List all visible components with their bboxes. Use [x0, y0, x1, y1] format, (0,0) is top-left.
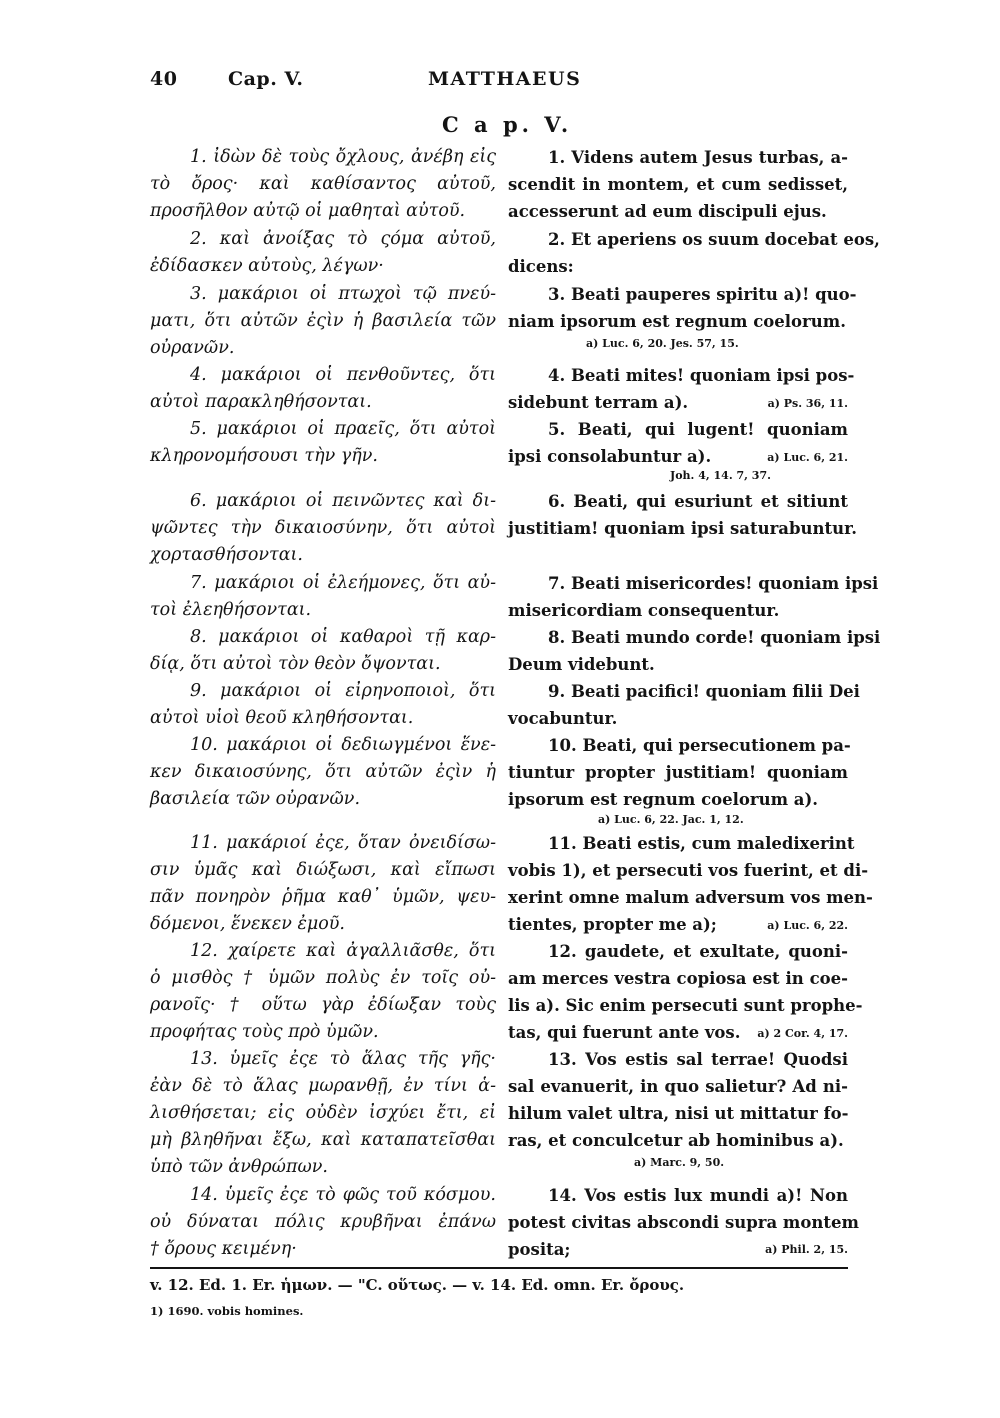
verse-line: ipsi consolabuntur a).: [508, 447, 712, 466]
verse-line: 11. μακάριοί ἐςε, ὅταν ὀνειδίσω-: [190, 833, 496, 853]
verse-line: ἐὰν δὲ τὸ ἅλας μωρανθῇ, ἐν τίνι ἁ-: [150, 1076, 496, 1096]
verse-line: niam ipsorum est regnum coelorum.: [508, 312, 846, 331]
verse-line: xerint omne malum adversum vos men-: [508, 888, 873, 907]
greek-verse-1: [150, 144, 496, 225]
latin-verse-13: [508, 1046, 848, 1154]
latin-verse-8: [508, 624, 881, 678]
latin-verse-7: [508, 570, 879, 624]
latin-verse-1: [508, 144, 848, 225]
verse-line: ψῶντες τὴν δικαιοσύνην, ὅτι αὐτοὶ: [150, 518, 496, 538]
verse-line: πᾶν πονηρὸν ῥῆμα καθ᾽ ὑμῶν, ψευ-: [150, 887, 496, 907]
verse-line: αὐτοὶ παρακληθήσονται.: [150, 392, 372, 412]
greek-verse-7: [150, 570, 496, 624]
verse-line: 7. Beati misericordes! quoniam ipsi: [548, 574, 879, 593]
verse-line: sidebunt terram a).: [508, 393, 689, 412]
verse-line: ὁ μισθὸς † ὑμῶν πολὺς ἐν τοῖς οὐ-: [150, 968, 496, 988]
verse-line: σιν ὑμᾶς καὶ διώξωσι, καὶ εἴπωσι: [150, 860, 496, 880]
greek-verse-12: [150, 938, 496, 1046]
greek-verse-3: [150, 281, 496, 362]
verse-line: vobis 1), et persecuti vos fuerint, et di-: [508, 861, 869, 880]
verse-line: 5. μακάριοι οἱ πραεῖς, ὅτι αὐτοὶ: [190, 419, 496, 439]
verse-line: ipsorum est regnum coelorum a).: [508, 790, 819, 809]
verse-line: 10. Beati, qui persecutionem pa-: [548, 736, 851, 755]
verse-line: potest civitas abscondi supra montem: [508, 1213, 859, 1232]
cross-reference-note: a) 2 Cor. 4, 17.: [757, 1027, 848, 1040]
verse-line: αὐτοὶ υἱοὶ θεοῦ κληθήσονται.: [150, 708, 414, 728]
verse-line: 2. καὶ ἀνοίξας τὸ ςόμα αὐτοῦ,: [190, 229, 496, 249]
verse-line: 2. Et aperiens os suum docebat eos,: [548, 230, 880, 249]
footnote-rule: [150, 1267, 848, 1269]
verse-line: 6. μακάριοι οἱ πεινῶντες καὶ δι-: [190, 491, 496, 511]
verse-line: λισθήσεται; εἰς οὐδὲν ἰσχύει ἔτι, εἰ: [150, 1103, 496, 1123]
verse-line: δόμενοι, ἕνεκεν ἐμοῦ.: [150, 914, 345, 934]
verse-line: 6. Beati, qui esuriunt et sitiunt: [548, 492, 848, 511]
verse-line: ματι, ὅτι αὐτῶν ἐςὶν ἡ βασιλεία τῶν: [150, 311, 496, 331]
verse-line: 4. μακάριοι οἱ πενθοῦντες, ὅτι: [190, 365, 496, 385]
greek-verse-14: [150, 1182, 496, 1263]
verse-line: misericordiam consequentur.: [508, 601, 780, 620]
cross-reference-note: Joh. 4, 14. 7, 37.: [670, 469, 771, 482]
verse-line: προσῆλθον αὐτῷ οἱ μαθηταὶ αὐτοῦ.: [150, 201, 466, 221]
verse-line: sal evanuerit, in quo salietur? Ad ni-: [508, 1077, 848, 1096]
verse-line: vocabuntur.: [508, 709, 618, 728]
latin-verse-10: [508, 732, 851, 813]
verse-line: accesserunt ad eum discipuli ejus.: [508, 202, 827, 221]
greek-verse-10: [150, 732, 496, 813]
verse-line: μὴ βληθῆναι ἔξω, καὶ καταπατεῖσθαι: [150, 1130, 496, 1150]
verse-line: οὐ δύναται πόλις κρυβῆναι ἐπάνω: [150, 1212, 496, 1232]
chapter-heading: C a p. V.: [442, 112, 573, 137]
cross-reference-note: a) Luc. 6, 21.: [767, 451, 848, 464]
running-title: MATTHAEUS: [428, 68, 582, 90]
verse-line: ὑπὸ τῶν ἀνθρώπων.: [150, 1157, 328, 1177]
verse-line: 14. ὑμεῖς ἐςε τὸ φῶς τοῦ κόσμου.: [190, 1185, 496, 1205]
latin-verse-9: [508, 678, 860, 732]
verse-line: κεν δικαιοσύνης, ὅτι αὐτῶν ἐςὶν ἡ: [150, 762, 496, 782]
verse-line: 13. Vos estis sal terrae! Quodsi: [548, 1050, 848, 1069]
verse-line: 9. μακάριοι οἱ εἰρηνοποιοὶ, ὅτι: [190, 681, 496, 701]
verse-line: ρανοῖς· † οὕτω γὰρ ἐδίωξαν τοὺς: [150, 995, 496, 1015]
cross-reference-note: a) Phil. 2, 15.: [765, 1243, 848, 1256]
latin-verse-3: [508, 281, 857, 335]
verse-line: 9. Beati pacifici! quoniam filii Dei: [548, 682, 860, 701]
page-number: 40: [150, 68, 178, 90]
cross-reference-note: a) Luc. 6, 22. Jac. 1, 12.: [598, 813, 744, 826]
verse-line: Deum videbunt.: [508, 655, 655, 674]
verse-line: τοὶ ἐλεηθήσονται.: [150, 600, 312, 620]
verse-line: 5. Beati, qui lugent! quoniam: [548, 420, 848, 439]
verse-line: 12. gaudete, et exultate, quoni-: [548, 942, 848, 961]
greek-verse-2: [150, 226, 496, 280]
verse-line: 14. Vos estis lux mundi a)! Non: [548, 1186, 848, 1205]
verse-line: am merces vestra copiosa est in coe-: [508, 969, 848, 988]
verse-line: 12. χαίρετε καὶ ἀγαλλιᾶσθε, ὅτι: [190, 941, 496, 961]
greek-verse-6: [150, 488, 496, 569]
greek-verse-8: [150, 624, 496, 678]
verse-line: 1. ἰδὼν δὲ τοὺς ὄχλους, ἀνέβη εἰς: [190, 147, 496, 167]
verse-line: χορτασθήσονται.: [150, 545, 303, 565]
verse-line: tas, qui fuerunt ante vos.: [508, 1023, 741, 1042]
verse-line: 13. ὑμεῖς ἐςε τὸ ἅλας τῆς γῆς·: [190, 1049, 496, 1069]
verse-line: 10. μακάριοι οἱ δεδιωγμένοι ἕνε-: [190, 735, 496, 755]
greek-verse-9: [150, 678, 496, 732]
greek-verse-11: [150, 830, 496, 938]
verse-line: ἐδίδασκεν αὐτοὺς, λέγων·: [150, 256, 384, 276]
greek-verse-13: [150, 1046, 496, 1181]
variant-readings: v. 12. Ed. 1. Er. ἡμων. — "C. οὕτως. — v. 14. Ed. omn. Er. ὄρους.: [150, 1276, 685, 1294]
verse-line: dicens:: [508, 257, 574, 276]
greek-verse-4: [150, 362, 496, 416]
verse-line: προφήτας τοὺς πρὸ ὑμῶν.: [150, 1022, 379, 1042]
cross-reference-note: a) Ps. 36, 11.: [767, 397, 848, 410]
verse-line: 3. μακάριοι οἱ πτωχοὶ τῷ πνεύ-: [190, 284, 496, 304]
verse-line: hilum valet ultra, nisi ut mittatur fo-: [508, 1104, 849, 1123]
verse-line: lis a). Sic enim persecuti sunt prophe-: [508, 996, 863, 1015]
verse-line: οὐρανῶν.: [150, 338, 235, 358]
greek-verse-5: [150, 416, 496, 470]
cross-reference-note: a) Luc. 6, 22.: [767, 919, 848, 932]
verse-line: tientes, propter me a);: [508, 915, 717, 934]
verse-line: τὸ ὄρος· καὶ καθίσαντος αὐτοῦ,: [150, 174, 496, 194]
verse-line: 8. μακάριοι οἱ καθαροὶ τῇ καρ-: [190, 627, 496, 647]
verse-line: κληρονομήσουσι τὴν γῆν.: [150, 446, 378, 466]
verse-line: 1. Videns autem Jesus turbas, a-: [548, 148, 848, 167]
verse-line: 7. μακάριοι οἱ ἐλεήμονες, ὅτι αὐ-: [190, 573, 496, 593]
cross-reference-note: a) Luc. 6, 20. Jes. 57, 15.: [586, 337, 739, 350]
verse-line: justitiam! quoniam ipsi saturabuntur.: [508, 519, 858, 538]
verse-line: ras, et conculcetur ab hominibus a).: [508, 1131, 844, 1150]
verse-line: βασιλεία τῶν οὐρανῶν.: [150, 789, 361, 809]
cross-reference-note: a) Marc. 9, 50.: [634, 1156, 725, 1169]
verse-line: δίᾳ, ὅτι αὐτοὶ τὸν θεὸν ὄψονται.: [150, 654, 441, 674]
latin-verse-2: [508, 226, 880, 280]
verse-line: 3. Beati pauperes spiritu a)! quo-: [548, 285, 857, 304]
verse-line: 4. Beati mites! quoniam ipsi pos-: [548, 366, 855, 385]
verse-line: † ὄρους κειμένη·: [150, 1239, 297, 1259]
verse-line: scendit in montem, et cum sedisset,: [508, 175, 848, 194]
footnote-1: 1) 1690. vobis homines.: [150, 1304, 304, 1318]
verse-line: tiuntur propter justitiam! quoniam: [508, 763, 848, 782]
latin-verse-6: [508, 488, 858, 542]
running-chapter: Cap. V.: [228, 68, 304, 90]
verse-line: posita;: [508, 1240, 571, 1259]
verse-line: 11. Beati estis, cum maledixerint: [548, 834, 855, 853]
verse-line: 8. Beati mundo corde! quoniam ipsi: [548, 628, 881, 647]
